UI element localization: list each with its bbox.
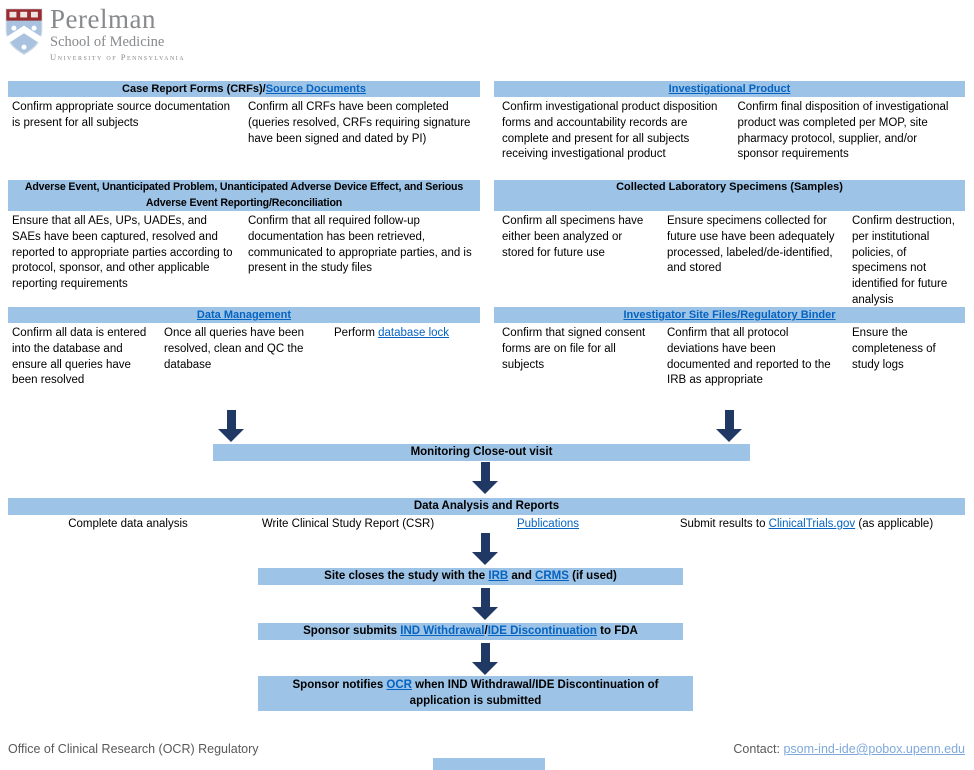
table-cell: Confirm destruction, per institutional policies, of specimens not identified for future analysis	[852, 215, 955, 306]
logo-text	[50, 6, 185, 61]
slash-text: /	[484, 625, 488, 637]
crms-link[interactable]: CRMS	[535, 570, 569, 582]
irb-link[interactable]: IRB	[488, 570, 509, 582]
and-text: and	[508, 570, 536, 582]
table-cell: Confirm all CRFs have been completed (queries resolved, CRFs requiring signature have been signed and dated by PI)	[248, 101, 471, 145]
table-data-management	[8, 307, 480, 389]
table-crf	[8, 81, 480, 147]
table-sf-header	[494, 307, 965, 323]
data-analysis-item: Write Clinical Study Report (CSR)	[261, 518, 435, 530]
site-closes-bar	[258, 568, 683, 585]
site-closes-text: Site closes the study with the	[324, 570, 489, 582]
down-arrow-icon	[472, 462, 498, 494]
table-lab-specimens	[494, 180, 965, 309]
table-cell: Once all queries have been resolved, clean and QC the database	[164, 327, 305, 371]
table-cell	[330, 323, 480, 389]
footer-office-label: Office of Clinical Research (OCR) Regulatory	[8, 742, 259, 756]
table-dm-body	[8, 323, 480, 389]
contact-label: Contact:	[733, 742, 784, 756]
table-specimens-body	[494, 211, 965, 309]
table-crf-body	[8, 97, 480, 147]
table-cell: Confirm that all required follow-up documentation has been retrieved, communicated to appropriate parties, and is present in the study files	[248, 215, 472, 275]
table-ip-body	[494, 97, 965, 163]
sponsor-submits-bar	[258, 623, 683, 640]
logo-school: School of Medicine	[50, 34, 165, 50]
ind-withdrawal-link[interactable]: IND Withdrawal	[400, 625, 485, 637]
perform-text: Perform	[334, 327, 379, 339]
table-sf-body	[494, 323, 965, 389]
down-arrow-icon	[716, 410, 742, 442]
site-files-link[interactable]: Investigator Site Files/Regulatory Binder	[623, 309, 836, 321]
table-investigational-product	[494, 81, 965, 163]
logo-name: Perelman	[50, 4, 156, 34]
page-bottom-bar	[433, 758, 545, 770]
table-cell: Confirm final disposition of investigational product was completed per MOP, site pharmacy protocol, supplier, and/or sponsor requirements	[737, 101, 949, 161]
table-cell: Confirm that signed consent forms are on file for all subjects	[502, 327, 646, 371]
table-cell: Confirm that all protocol deviations have been documented and reported to the IRB as appropriate	[667, 327, 831, 387]
ide-discontinuation-link[interactable]: IDE Discontinuation	[487, 625, 597, 637]
perelman-logo	[5, 6, 185, 61]
sponsor-notifies-text: Sponsor notifies	[292, 679, 387, 691]
monitoring-closeout-bar: Monitoring Close-out visit	[213, 444, 750, 461]
data-analysis-item: Complete data analysis	[68, 518, 188, 530]
if-used-text: (if used)	[568, 570, 617, 582]
footer-contact	[733, 742, 965, 756]
penn-shield-icon	[5, 8, 43, 56]
table-ae-header: Adverse Event, Unanticipated Problem, Unanticipated Adverse Device Effect, and Serious Adverse Event Reporting/Reconciliation	[8, 180, 480, 211]
publications-link[interactable]: Publications	[516, 518, 579, 530]
down-arrow-icon	[472, 533, 498, 565]
down-arrow-icon	[472, 643, 498, 675]
table-ae-body	[8, 211, 480, 293]
data-analysis-item	[648, 516, 965, 532]
contact-email-link[interactable]: psom-ind-ide@pobox.upenn.edu	[783, 742, 965, 756]
to-fda-text: to FDA	[596, 625, 638, 637]
down-arrow-icon	[472, 588, 498, 620]
table-adverse-event	[8, 180, 480, 293]
clinicaltrials-link[interactable]: ClinicalTrials.gov	[768, 518, 856, 530]
table-crf-header	[8, 81, 480, 97]
table-ip-header	[494, 81, 965, 97]
database-lock-link[interactable]: database lock	[378, 327, 450, 339]
table-cell: Ensure the completeness of study logs	[852, 327, 936, 371]
down-arrow-icon	[218, 410, 244, 442]
source-documents-link[interactable]: Source Documents	[265, 83, 366, 95]
table-specimens-header: Collected Laboratory Specimens (Samples)	[494, 180, 965, 211]
table-cell: Confirm appropriate source documentation is present for all subjects	[12, 101, 230, 129]
sponsor-submits-text: Sponsor submits	[303, 625, 401, 637]
submit-results-text: Submit results to	[679, 518, 769, 530]
crf-header-text: Case Report Forms (CRFs)/	[122, 83, 266, 95]
data-analysis-header-bar: Data Analysis and Reports	[8, 498, 965, 515]
data-management-link[interactable]: Data Management	[196, 309, 292, 321]
data-analysis-item	[448, 516, 648, 532]
sponsor-notifies-bar	[258, 676, 693, 711]
as-applicable-text: (as applicable)	[855, 518, 934, 530]
table-cell: Confirm investigational product disposition forms and accountability records are complete and present for all subjects receiving investigational product	[502, 101, 718, 161]
table-cell: Confirm all specimens have either been analyzed or stored for future use	[502, 215, 644, 259]
ocr-link[interactable]: OCR	[386, 679, 412, 691]
table-cell: Confirm all data is entered into the database and ensure all queries have been resolved	[12, 327, 147, 387]
table-cell: Ensure that all AEs, UPs, UADEs, and SAEs have been captured, resolved and reported to appropriate parties according to protocol, sponsor, and other applicable reporting requirements	[12, 215, 233, 291]
table-dm-header	[8, 307, 480, 323]
table-site-files	[494, 307, 965, 389]
table-cell: Ensure specimens collected for future use have been adequately processed, labeled/de-identified, and stored	[667, 215, 835, 275]
notifies-detail-text: when IND Withdrawal/IDE Discontinuation of application is submitted	[409, 679, 659, 707]
investigational-product-link[interactable]: Investigational Product	[668, 83, 791, 95]
logo-university: University of Pennsylvania	[50, 51, 186, 62]
